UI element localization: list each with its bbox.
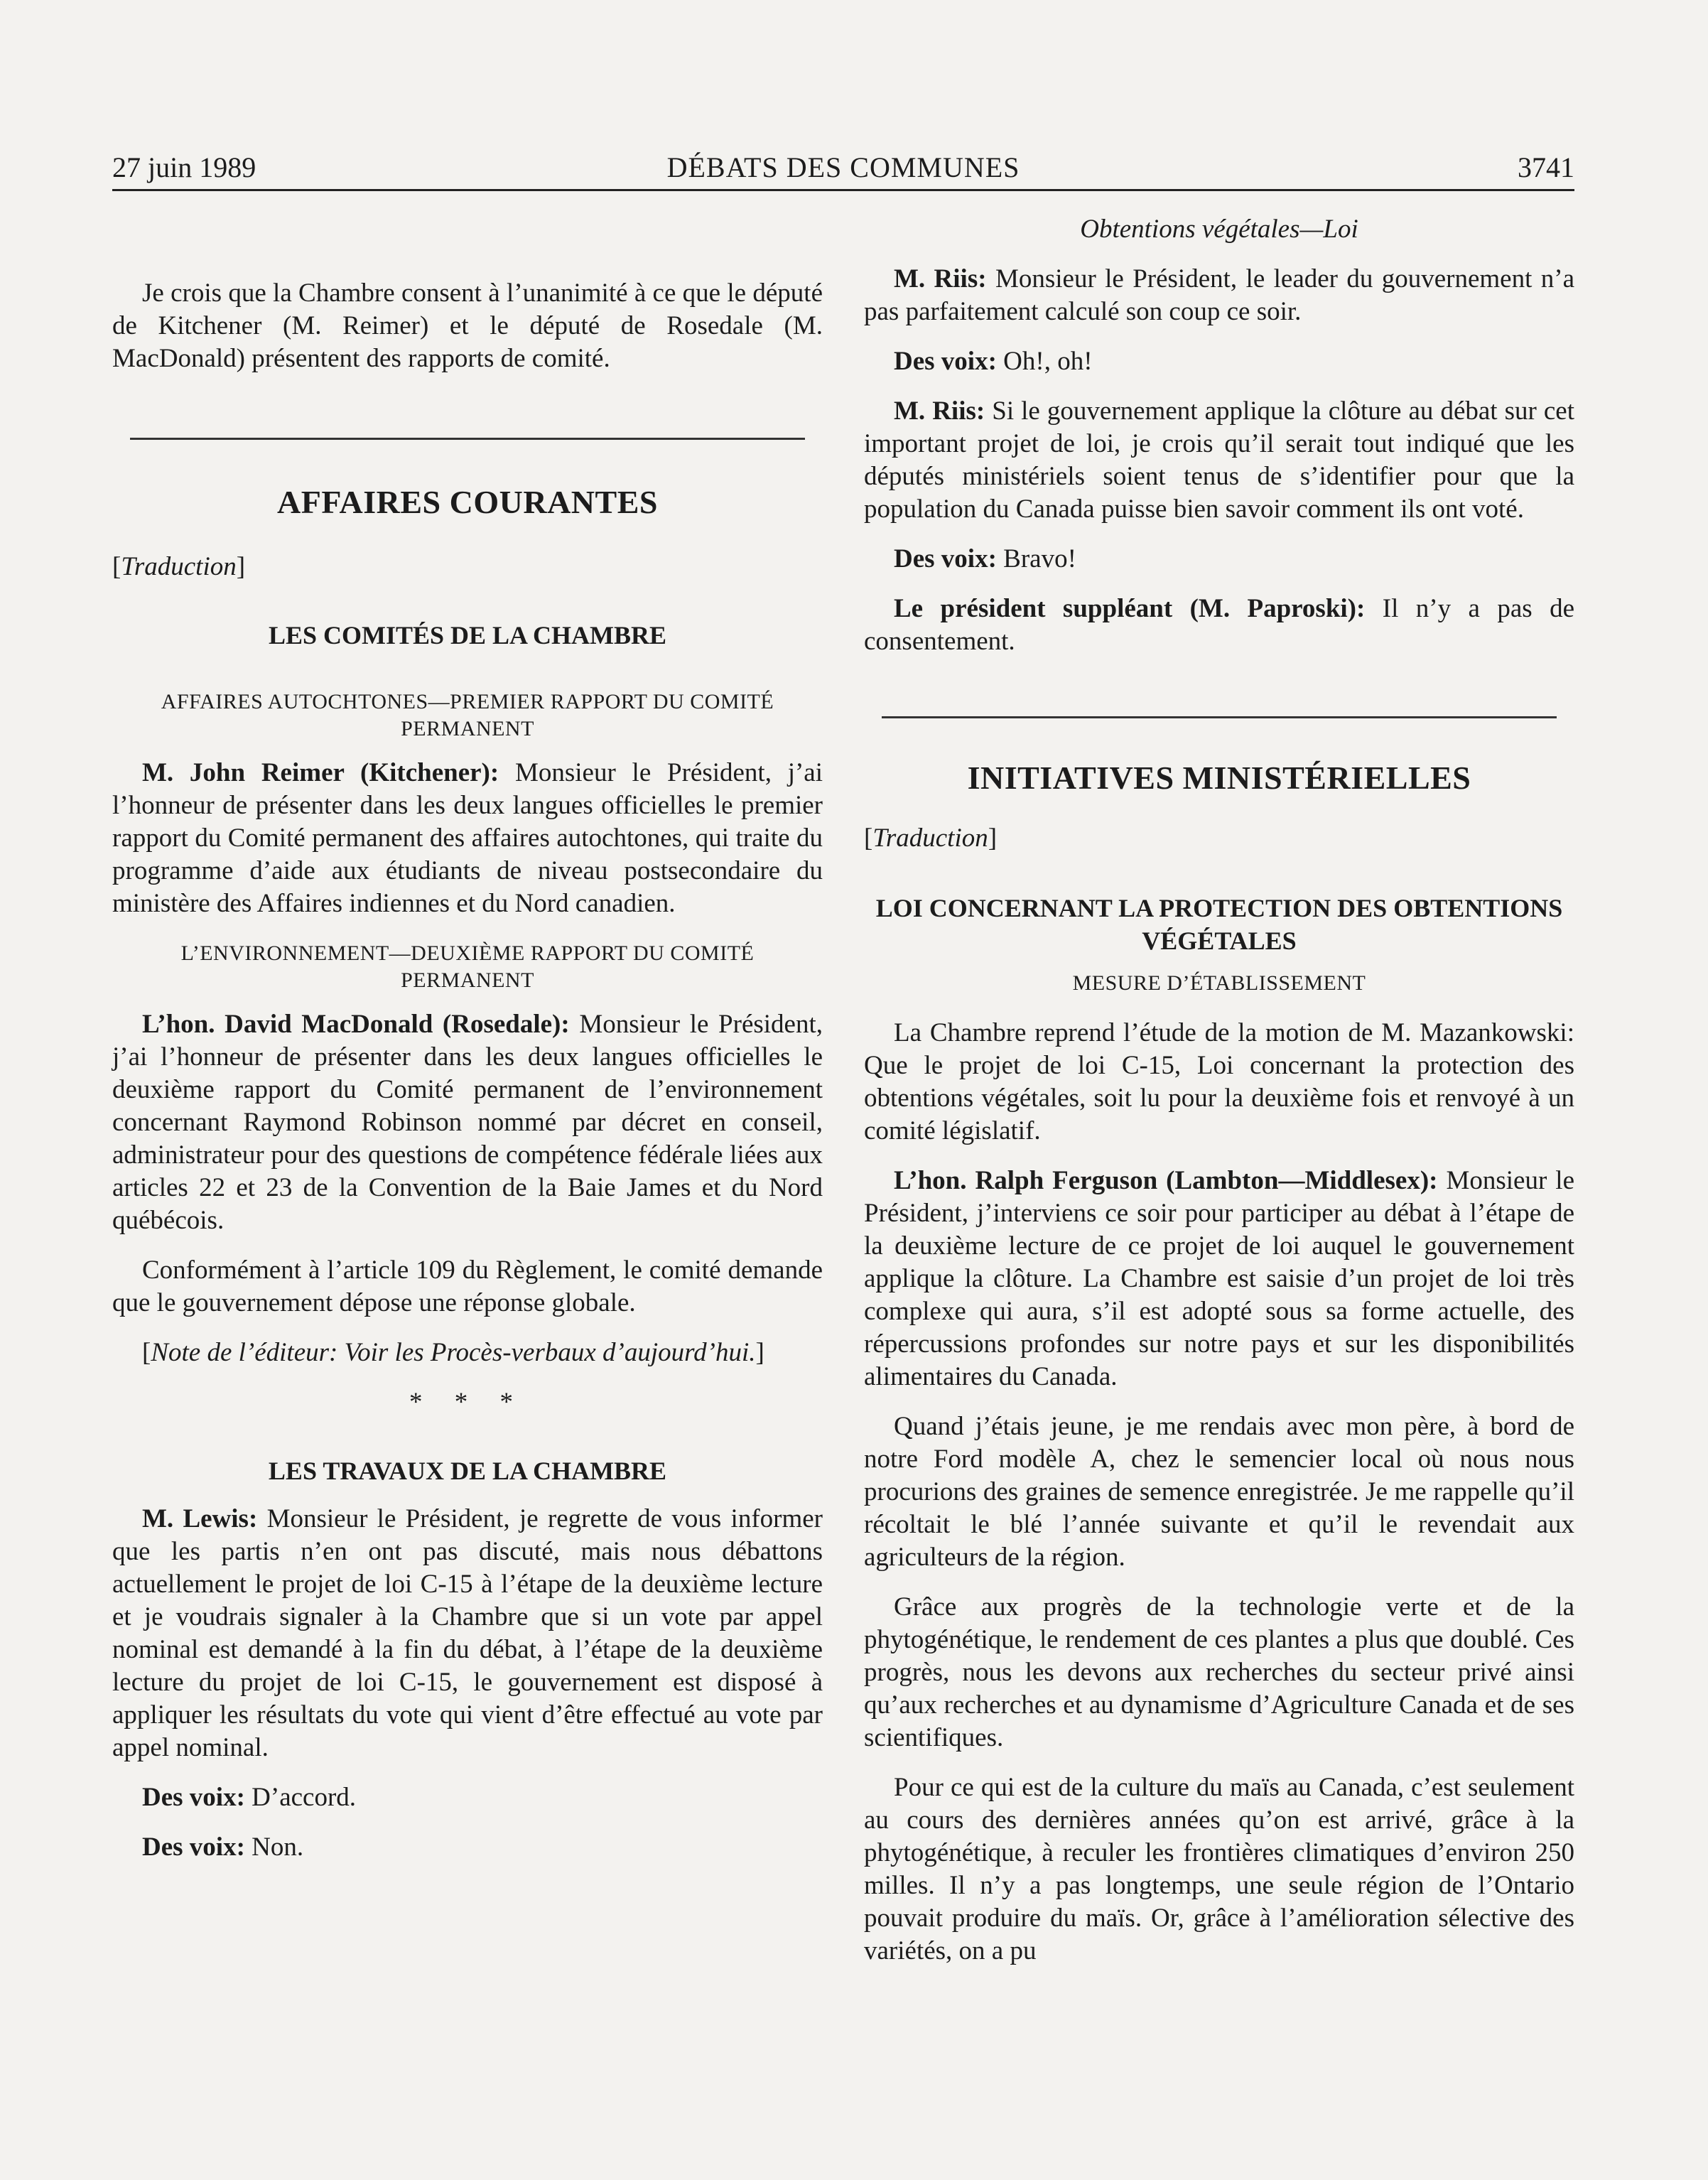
article-paragraph: Conformément à l’article 109 du Règlement, le comité demande que le gouvernement dépose une réponse globale. [112,1256,823,1317]
motion-paragraph: La Chambre reprend l’étude de la motion de M. Mazankowski: Que le projet de loi C-15, Loi concernant la protection des obtentions végétales, soit lu pour la deuxième fois et renvoyé à un comité législatif. [864,1018,1574,1145]
speaker-lewis: M. Lewis: [142,1504,258,1533]
speaker-riis: M. Riis: [894,264,987,293]
voices-paragraph-2: Des voix: Non. [142,1833,304,1862]
running-head: Obtentions végétales—Loi [1080,215,1358,244]
speaker-macdonald: L’hon. David MacDonald (Rosedale): [142,1010,570,1039]
speaker-ferguson: L’hon. Ralph Ferguson (Lambton—Middlesex): [894,1166,1438,1195]
paragraph-progress: Grâce aux progrès de la technologie verte et de la phytogénétique, le rendement de ces plantes a plus que doublé. Ces progrès, nous les devons aux recherches du secteur privé ainsi qu’aux recherches et au dynamisme d’Agriculture Canada et de ses scientifiques. [864,1592,1574,1752]
editor-note: [Note de l’éditeur: Voir les Procès-verbaux d’aujourd’hui.] [142,1338,764,1367]
paragraph-young: Quand j’étais jeune, je me rendais avec mon père, à bord de notre Ford modèle A, chez le semencier local où nous nous procurions des graines de semence enregistrée. Je me rappelle qu’il récoltait le blé l’année suivante et qu’il le revendait aux agriculteurs de la région. [864,1412,1574,1572]
translation-marker-2: [Traduction] [864,824,998,853]
voices-paragraph-3: Des voix: Oh!, oh! [894,347,1093,376]
separator-stars: * * * [409,1388,526,1417]
right-column [864,213,1574,1985]
paragraph-corn: Pour ce qui est de la culture du maïs au Canada, c’est seulement au cours des dernières années qu’on est arrivé, grâce à la phytogénétique, à reculer les frontières climatiques d’environ 250 milles. Il n’y a pas longtemps, une seule région de l’Ontario pouvait produire du maïs. Or, grâce à l’amélioration sélective des variétés, on a pu [864,1773,1574,1965]
section-title-initiatives: INITIATIVES MINISTÉRIELLES [967,760,1471,796]
header-date: 27 juin 1989 [112,151,256,183]
subsection-title-travaux: LES TRAVAUX DE LA CHAMBRE [268,1457,667,1485]
subsection-title-comites: LES COMITÉS DE LA CHAMBRE [268,621,667,649]
speaker-reimer: M. John Reimer (Kitchener): [142,758,499,787]
header-rule [112,189,1574,191]
voices-paragraph-1: Des voix: D’accord. [142,1783,357,1812]
subsection-title-loi: LOI CONCERNANT LA PROTECTION DES OBTENTIONS VÉGÉTALES [875,894,1563,955]
riis-paragraph-1: M. Riis: Monsieur le Président, le leader du gouvernement n’a pas parfaitement calculé son coup ce soir. [864,264,1574,326]
translation-marker: [Traduction] [112,552,246,581]
lewis-paragraph: M. Lewis: Monsieur le Président, je regrette de vous informer que les partis n’en ont pas discuté, mais nous débattons actuellement le projet de loi C-15 à l’étape de la deuxième lecture et je voudrais signaler à la Chambre que si un vote par appel nominal est demandé à la fin du débat, à l’étape de la deuxième lecture du projet de loi C-15, le gouvernement est disposé à appliquer les résultats du vote qui vient d’être effectué au vote par appel nominal. [112,1504,823,1762]
page-header [112,145,1574,190]
report-title-affaires-autochtones: AFFAIRES AUTOCHTONES—PREMIER RAPPORT DU COMITÉ PERMANENT [161,690,774,740]
measure-title: MESURE D’ÉTABLISSEMENT [1072,971,1366,995]
left-column [112,213,823,1881]
section-title-affaires-courantes: AFFAIRES COURANTES [277,484,658,520]
speaker-paproski: Le président suppléant (M. Paproski): [894,594,1366,623]
voices-paragraph-4: Des voix: Bravo! [894,544,1076,573]
macdonald-paragraph: L’hon. David MacDonald (Rosedale): Monsieur le Président, j’ai l’honneur de présenter dans les deux langues officielles le deuxième rapport du Comité permanent de l’environnement concernant Raymond Robinson nommé par décret en conseil, administrateur pour des questions de compétence fédérale liées aux articles 22 et 23 de la Convention de la Baie James et du Nord québécois. [112,1010,823,1235]
riis-paragraph-2: M. Riis: Si le gouvernement applique la clôture au débat sur cet important projet de loi, je crois qu’il serait tout indiqué que les députés ministériels soient tenus de s’identifier pour que la population du Canada puisse bien savoir comment ils ont voté. [864,396,1575,524]
header-title: DÉBATS DES COMMUNES [666,151,1020,183]
reimer-paragraph: M. John Reimer (Kitchener): Monsieur le Président, j’ai l’honneur de présenter dans les deux langues officielles le premier rapport du Comité permanent des affaires autochtones, qui traite du programme d’aide aux étudiants de niveau postsecondaire du ministère des Affaires indiennes et du Nord canadien. [112,758,823,918]
header-page-number: 3741 [1518,151,1574,183]
ferguson-paragraph: L’hon. Ralph Ferguson (Lambton—Middlesex): Monsieur le Président, j’interviens ce soir pour participer au débat à l’étape de la deuxième lecture de ce projet de loi auquel le gouvernement applique la clôture. La Chambre est saisie d’un projet de loi très complexe qui aura, s’il est adopté sous sa forme actuelle, des répercussions profondes sur notre pays et sur les disponibilités alimentaires du Canada. [864,1166,1574,1391]
intro-paragraph: Je crois que la Chambre consent à l’unanimité à ce que le député de Kitchener (M. Reimer) et le député de Rosedale (M. MacDonald) présentent des rapports de comité. [112,279,823,373]
report-title-environnement: L’ENVIRONNEMENT—DEUXIÈME RAPPORT DU COMITÉ PERMANENT [180,941,755,992]
paproski-paragraph: Le président suppléant (M. Paproski): Il n’y a pas de consentement. [864,594,1574,656]
